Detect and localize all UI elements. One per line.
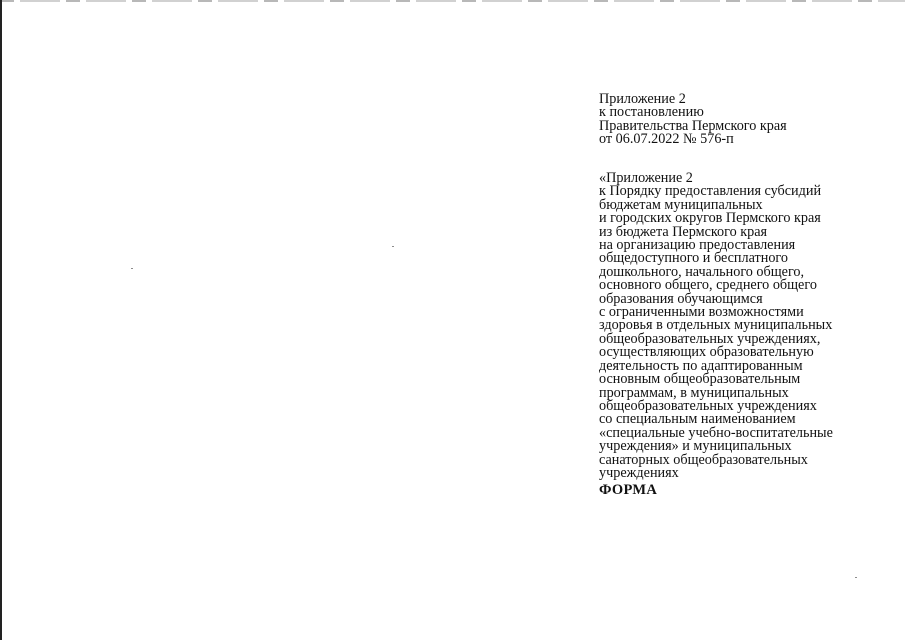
order-line: «специальные учебно-воспитательные [599,424,833,441]
order-line: санаторных общеобразовательных [599,451,808,468]
order-line: с ограниченными возможностями [599,304,804,321]
order-line: образования обучающимся [599,290,763,307]
scan-left-edge [0,0,2,640]
order-line: и городских округов Пермского края [599,210,821,227]
scan-speck [392,246,394,247]
order-line: общеобразовательных учреждениях, [599,330,821,347]
order-line: программам, в муниципальных [599,384,789,401]
scan-speck [131,268,133,269]
approval-line: Правительства Пермского края [599,117,787,134]
order-line: основным общеобразовательным [599,371,801,388]
order-line: общеобразовательных учреждениях [599,397,817,414]
order-line: бюджетам муниципальных [599,196,763,213]
approval-block [599,93,787,147]
order-line: «Приложение 2 [599,170,693,186]
scan-speck [855,577,857,578]
order-line: учреждениях [599,464,679,481]
order-line: на организацию предоставления [599,237,796,254]
order-line: основного общего, среднего общего [599,277,817,294]
order-line: из бюджета Пермского края [599,223,768,240]
approval-line: к постановлению [599,104,704,121]
order-line: осуществляющих образовательную [599,344,814,361]
order-line: со специальным наименованием [599,411,796,428]
scan-top-edge [0,0,905,2]
approval-line: Приложение 2 [599,91,686,107]
order-line: общедоступного и бесплатного [599,250,788,267]
order-line: учреждения» и муниципальных [599,438,792,455]
order-line: дошкольного, начального общего, [599,263,805,280]
order-block [599,172,833,480]
approval-line: от 06.07.2022 № 576-п [599,131,734,148]
order-line: к Порядку предоставления субсидий [599,183,822,200]
form-heading: ФОРМА [599,482,658,498]
order-line: здоровья в отдельных муниципальных [599,317,833,334]
order-line: деятельность по адаптированным [599,357,803,374]
